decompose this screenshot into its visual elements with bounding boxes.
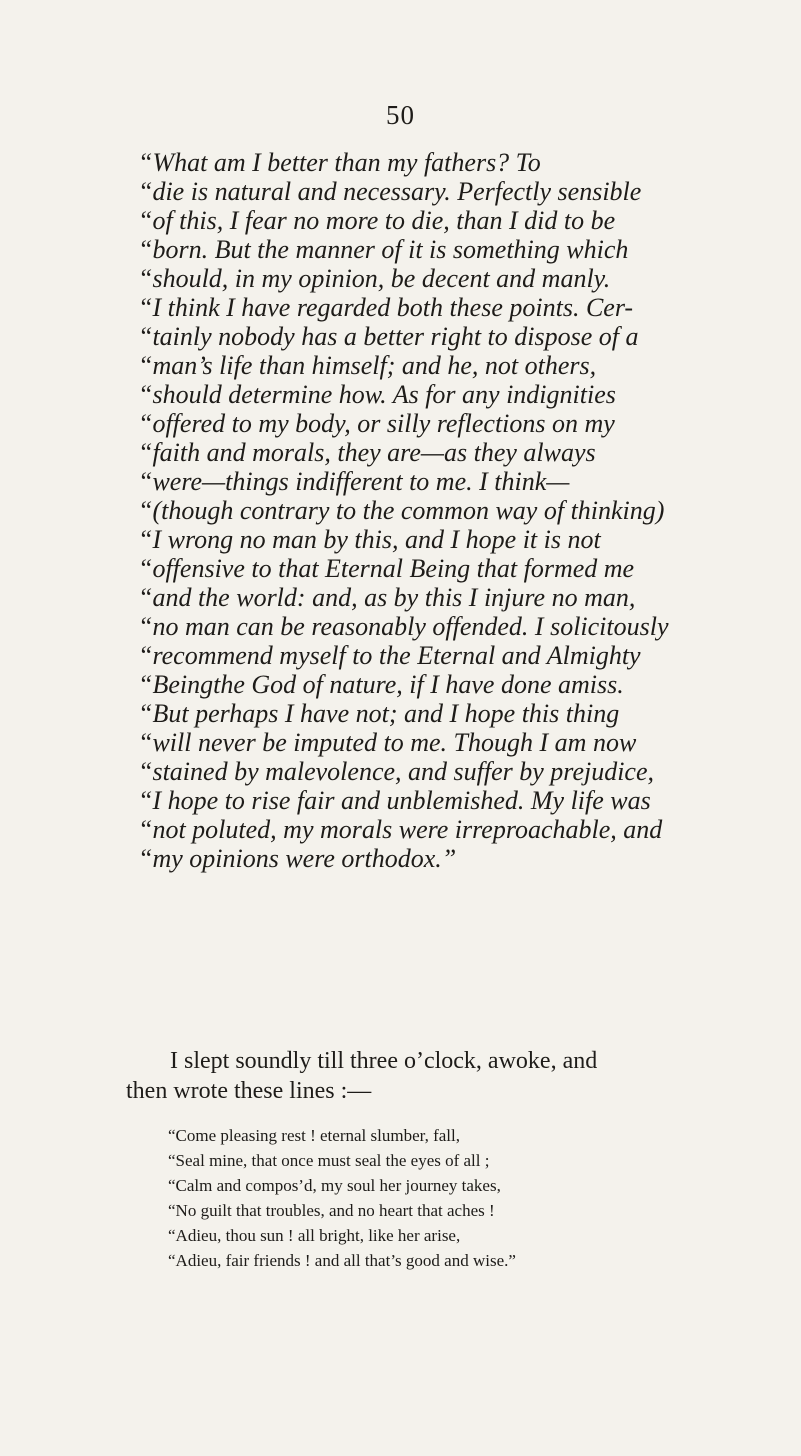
text-line: “no man can be reasonably offended. I solicitously [138,612,669,641]
text-line: “and the world: and, as by this I injure no man, [138,583,636,612]
text-line: “should determine how. As for any indignities [138,380,616,409]
page-number: 50 [386,100,415,130]
text-line: “recommend myself to the Eternal and Almighty [138,641,641,670]
text-line: “Beingthe God of nature, if I have done amiss. [138,670,624,699]
text-line: “die is natural and necessary. Perfectly sensible [138,177,642,206]
text-line: I slept soundly till three o’clock, awoke, and [170,1048,598,1074]
poem-verse [168,1123,728,1273]
text-line: “man’s life than himself; and he, not others, [138,351,597,380]
text-line: “I hope to rise fair and unblemished. My life was [138,786,651,815]
text-line: “born. But the manner of it is something which [138,235,629,264]
text-line: “I think I have regarded both these points. Cer- [138,293,634,322]
text-line: then wrote these lines :— [126,1078,372,1104]
text-line: “offensive to that Eternal Being that formed me [138,554,635,583]
poem-line: “Adieu, thou sun ! all bright, like her arise, [168,1226,461,1245]
poem-line: “Adieu, fair friends ! and all that’s good and wise.” [168,1251,516,1270]
poem-line: “Come pleasing rest ! eternal slumber, fall, [168,1126,460,1145]
text-line: “(though contrary to the common way of thinking) [138,496,665,525]
text-line: “What am I better than my fathers? To [138,148,541,177]
text-line: “tainly nobody has a better right to dispose of a [138,322,639,351]
text-line: “my opinions were orthodox.” [138,844,457,873]
narrative-paragraph [126,1046,746,1106]
poem-line: “No guilt that troubles, and no heart that aches ! [168,1201,495,1220]
quoted-passage [138,148,738,873]
text-line: “of this, I fear no more to die, than I did to be [138,206,616,235]
text-line: “faith and morals, they are—as they always [138,438,596,467]
text-line: “stained by malevolence, and suffer by prejudice, [138,757,655,786]
text-line: “not poluted, my morals were irreproachable, and [138,815,663,844]
text-line: “But perhaps I have not; and I hope this thing [138,699,620,728]
text-line: “offered to my body, or silly reflections on my [138,409,615,438]
text-line: “were—things indifferent to me. I think— [138,467,570,496]
text-line: “will never be imputed to me. Though I am now [138,728,637,757]
text-line: “I wrong no man by this, and I hope it is not [138,525,601,554]
poem-line: “Calm and compos’d, my soul her journey takes, [168,1176,501,1195]
text-line: “should, in my opinion, be decent and manly. [138,264,611,293]
poem-line: “Seal mine, that once must seal the eyes of all ; [168,1151,490,1170]
